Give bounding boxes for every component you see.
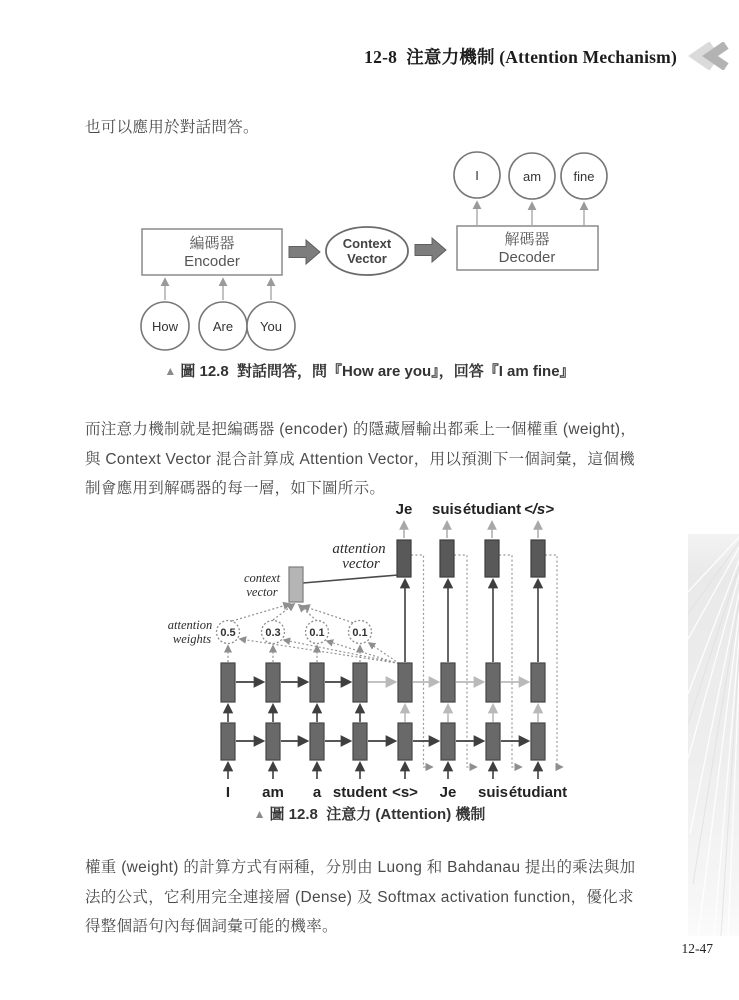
weights-paragraph	[85, 853, 660, 942]
page-edge-decoration	[688, 534, 739, 936]
attention-weight-value: 0.3	[265, 627, 281, 639]
weights-to-context-arrows	[232, 604, 357, 624]
encoder-label-zh: 編碼器	[189, 235, 235, 252]
context-vector-line1: Context	[342, 236, 392, 251]
paragraph-line: 制會應用到解碼器的每一層，如下圖所示。	[85, 480, 386, 497]
encoder-label-en: Encoder	[184, 253, 240, 270]
decoder-output-words	[396, 501, 555, 518]
attention-weight-circles	[217, 621, 372, 644]
attention-vector-label-line1: attention	[332, 541, 386, 557]
question-word-circles	[141, 302, 295, 350]
paragraph-line: 與 Context Vector 混合計算成 Attention Vector，用以預測下一個詞彙，這個機	[85, 450, 635, 468]
input-word: a	[312, 784, 322, 801]
caption-triangle-icon: ▲	[164, 364, 177, 378]
output-word: </s>	[523, 501, 555, 518]
figure-encoder-decoder	[135, 148, 635, 358]
paragraph-line: 也可以應用於對話問答。	[85, 119, 259, 136]
figure-attention-mechanism	[165, 494, 605, 806]
question-word: You	[260, 319, 282, 334]
attention-weights-label-line2: weights	[172, 632, 212, 646]
input-words	[226, 784, 567, 801]
page-number: 12-47	[681, 941, 713, 956]
input-word: étudiant	[508, 784, 568, 801]
context-vector-line2: Vector	[347, 251, 387, 266]
answer-word: am	[522, 169, 542, 184]
input-word: <s>	[392, 784, 418, 801]
context-to-attention-line	[303, 575, 398, 583]
attention-weight-value: 0.1	[309, 627, 325, 639]
intro-paragraph	[85, 113, 660, 143]
decoder-label-en: Decoder	[498, 249, 556, 266]
page-header	[364, 42, 732, 70]
question-word: How	[151, 319, 179, 334]
input-word: suis	[477, 784, 509, 801]
question-word: Are	[212, 319, 234, 334]
caption-text: 圖 12.8 注意力 (Attention) 機制	[269, 806, 486, 823]
attention-weight-value: 0.1	[352, 627, 368, 639]
decoder-label-zh: 解碼器	[504, 231, 550, 248]
caption-text: 圖 12.8 對話問答，問『How are you』，回答『I am fine』	[180, 363, 575, 380]
input-word: I	[225, 784, 231, 801]
double-chevron-left-icon	[685, 42, 732, 70]
context-vector-label-line2: vector	[246, 585, 278, 599]
context-vector-label-line1: context	[243, 571, 281, 585]
answer-word: fine	[573, 169, 595, 184]
caption-triangle-icon: ▲	[253, 807, 266, 821]
input-word: Je	[439, 784, 457, 801]
attention-vector-label-line2: vector	[342, 556, 380, 572]
word-input-arrows	[228, 763, 538, 779]
output-word-arrows	[404, 522, 538, 538]
attention-weights-label-line1: attention	[167, 618, 213, 632]
output-word: Je	[395, 501, 413, 518]
attention-weight-value: 0.5	[220, 627, 236, 639]
paragraph-line: 而注意力機制就是把編碼器 (encoder) 的隱藏層輸出都乘上一個權重 (weight)，	[85, 421, 637, 438]
output-word: suis	[431, 501, 463, 518]
input-word: student	[332, 784, 388, 801]
inter-row-vertical-arrows	[228, 705, 538, 722]
figure1-caption	[0, 360, 739, 381]
answer-word: I	[475, 168, 479, 183]
section-title: 12-8 注意力機制 (Attention Mechanism)	[364, 46, 677, 67]
paragraph-line: 權重 (weight) 的計算方式有兩種，分別由 Luong 和 Bahdanau 提出的乘法與加	[85, 859, 636, 876]
paragraph-line: 法的公式，它利用完全連接層 (Dense) 及 Softmax activation function，優化求	[85, 888, 634, 906]
block-arrow-encoder-to-context	[289, 240, 320, 264]
input-word: am	[262, 784, 284, 801]
encoder-input-arrows	[165, 279, 271, 300]
figure2-caption	[0, 803, 739, 824]
decoder-output-arrows	[477, 202, 584, 225]
attention-paragraph	[85, 415, 660, 504]
attention-vector-bars	[397, 540, 545, 577]
output-word: étudiant	[462, 501, 522, 518]
paragraph-line: 得整個語句內每個詞彙可能的機率。	[85, 918, 338, 935]
answer-word-circles	[454, 152, 607, 199]
context-vector-bar	[289, 567, 303, 602]
decoder-to-bar-arrows	[405, 580, 538, 662]
block-arrow-context-to-decoder	[415, 238, 446, 262]
